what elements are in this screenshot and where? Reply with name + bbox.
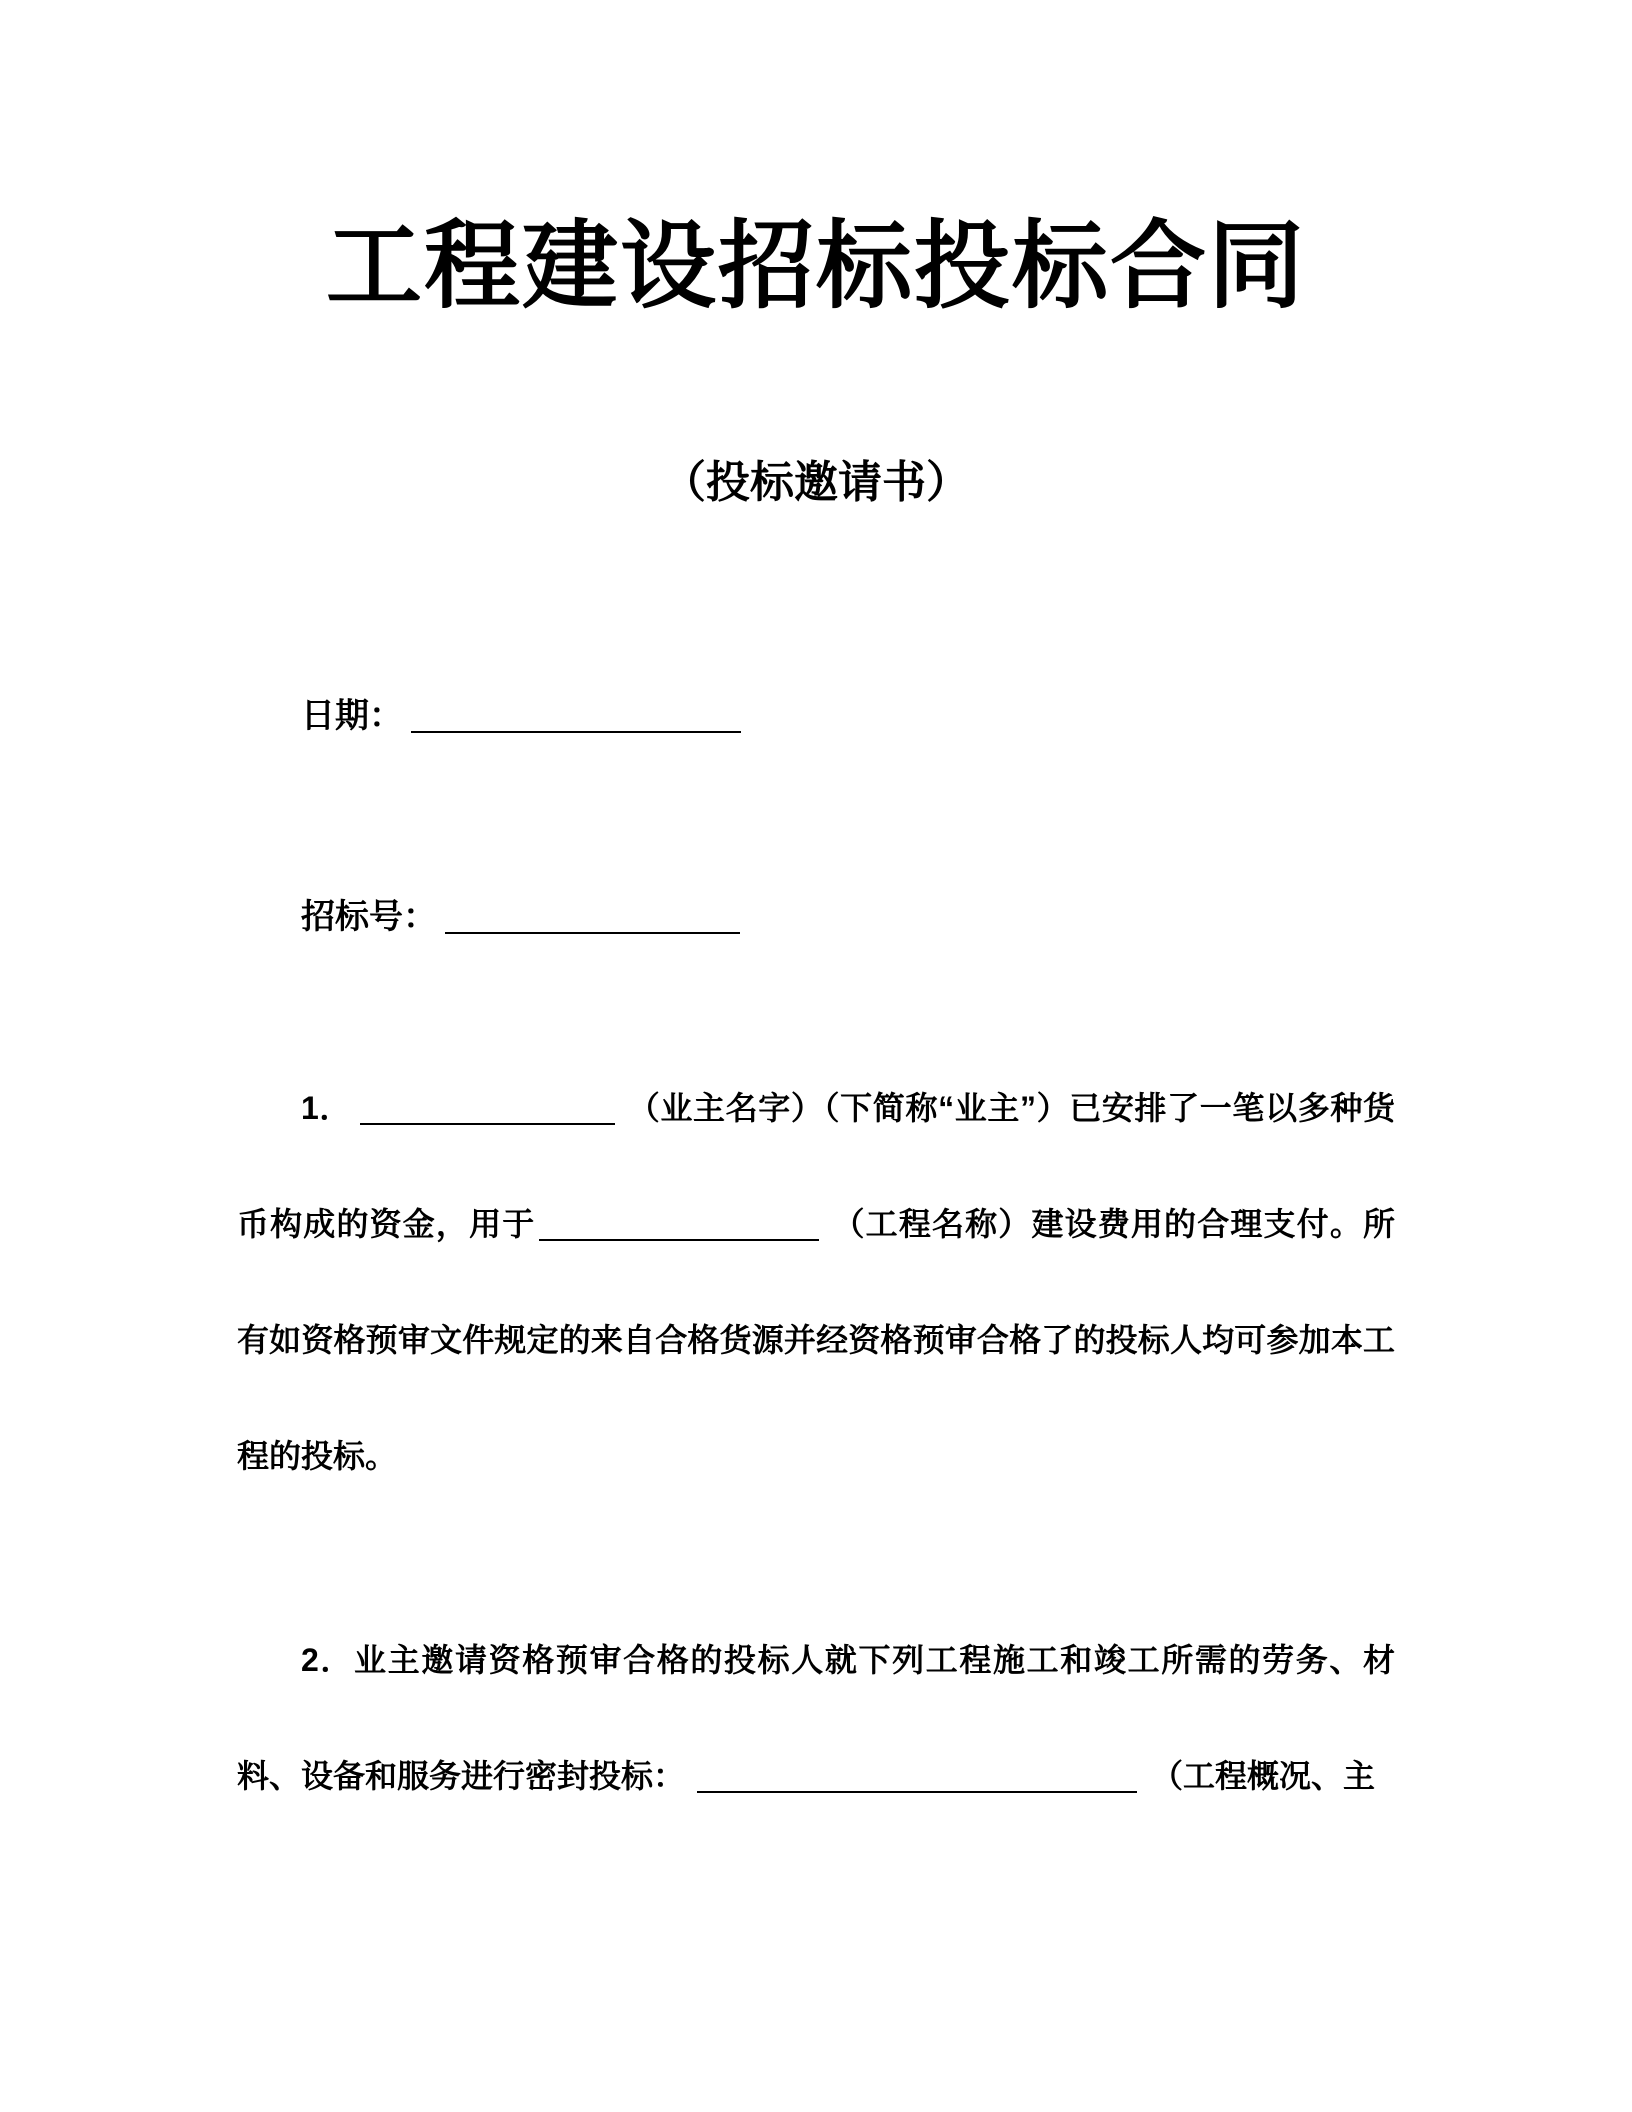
paragraph-1 [237,1050,1395,1514]
paragraph-2-text-before-blank: 2．业主邀请资格预审合格的投标人就下列工程施工和竣工所需的劳务、材料、设备和服务进行密封投标： [237,1642,1395,1795]
bid-number-label: 招标号： [301,897,437,936]
paragraph-2 [237,1602,1395,1834]
date-field [301,695,1395,738]
bid-number-blank-line[interactable] [445,904,740,934]
project-overview-blank-line[interactable] [697,1763,1137,1793]
document-title: 工程建设招标投标合同 [326,213,1306,320]
paragraph-1-text-after-project: （工程名称）建设费用的合理支付。所有如资格预审文件规定的来自合格货源并经资格预审合格了的投标人均可参加本工程的投标。 [237,1206,1395,1475]
date-blank-line[interactable] [411,703,741,733]
owner-name-blank-line[interactable] [360,1095,615,1125]
bid-number-field [301,896,1395,939]
document-subtitle: （投标邀请书） [662,458,970,508]
paragraph-1-text-after-owner: （业主名字）（下简称“业主”）已安排了一笔以多种货币构成的资金，用于 [237,1090,1395,1243]
date-label: 日期： [301,697,403,736]
paragraph-1-number: 1． [301,1090,353,1127]
project-name-blank-line[interactable] [539,1211,819,1241]
paragraph-2-text-after-blank: （工程概况、主 [1151,1758,1376,1795]
